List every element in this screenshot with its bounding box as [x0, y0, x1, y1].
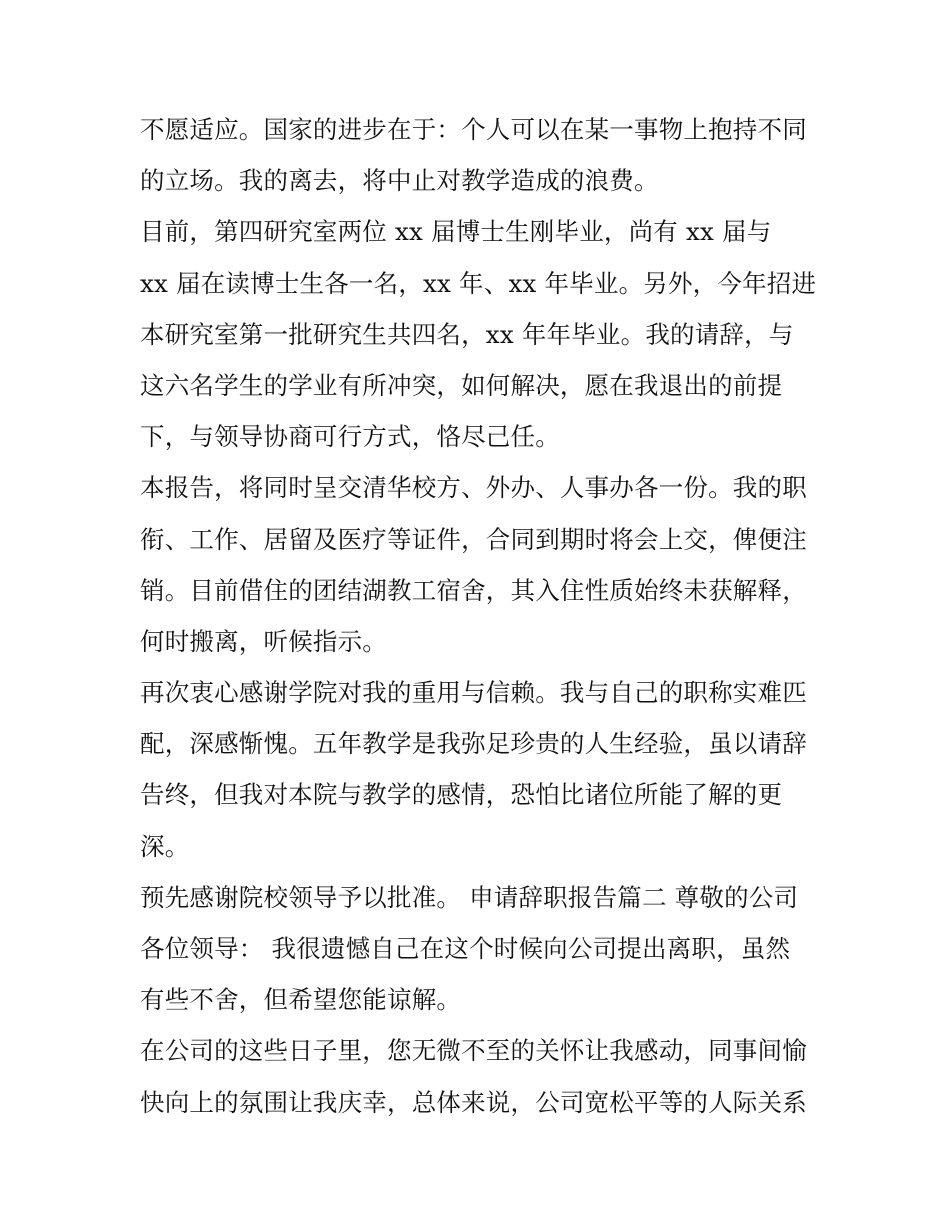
- text-line: 的立场。我的离去，将中止对教学造成的浪费。: [140, 166, 659, 196]
- text-line: 下，与领导协商可行方式，恪尽己任。: [140, 422, 560, 452]
- text-line: 预先感谢院校领导予以批准。 申请辞职报告篇二 尊敬的公司: [140, 882, 799, 912]
- text-line: 不愿适应。国家的进步在于：个人可以在某一事物上抱持不同: [140, 115, 807, 144]
- body-text: [140, 104, 840, 1128]
- text-line: 销。目前借住的团结湖教工宿舍，其入住性质始终未获解释，: [140, 575, 807, 605]
- text-line: 配，深感惭愧。五年教学是我弥足珍贵的人生经验，虽以请辞: [140, 729, 807, 759]
- text-line: 本报告，将同时呈交清华校方、外办、人事办各一份。我的职: [140, 473, 807, 503]
- text-line: 在公司的这些日子里，您无微不至的关怀让我感动，同事间愉: [140, 1036, 807, 1066]
- text-line: 目前，第四研究室两位 xx 届博士生刚毕业，尚有 xx 届与: [140, 217, 772, 247]
- text-line: 深。: [140, 831, 190, 861]
- text-line: 告终，但我对本院与教学的感情，恐怕比诸位所能了解的更: [140, 780, 783, 810]
- text-line: xx 届在读博士生各一名，xx 年、xx 年毕业。另外，今年招进: [140, 268, 817, 298]
- text-line: 各位领导： 我很遗憾自己在这个时候向公司提出离职，虽然: [140, 934, 791, 963]
- text-line: 何时搬离，听候指示。: [140, 626, 387, 656]
- text-line: 这六名学生的学业有所冲突，如何解决，愿在我退出的前提: [140, 370, 783, 400]
- text-line: 快向上的氛围让我庆幸，总体来说，公司宽松平等的人际关系: [140, 1087, 807, 1117]
- text-line: 本研究室第一批研究生共四名，xx 年年毕业。我的请辞，与: [140, 319, 794, 349]
- text-line: 再次衷心感谢学院对我的重用与信赖。我与自己的职称实难匹: [140, 678, 807, 708]
- text-line: 有些不舍，但希望您能谅解。: [140, 985, 462, 1015]
- text-line: 衔、工作、居留及医疗等证件，合同到期时将会上交，俾便注: [140, 524, 807, 554]
